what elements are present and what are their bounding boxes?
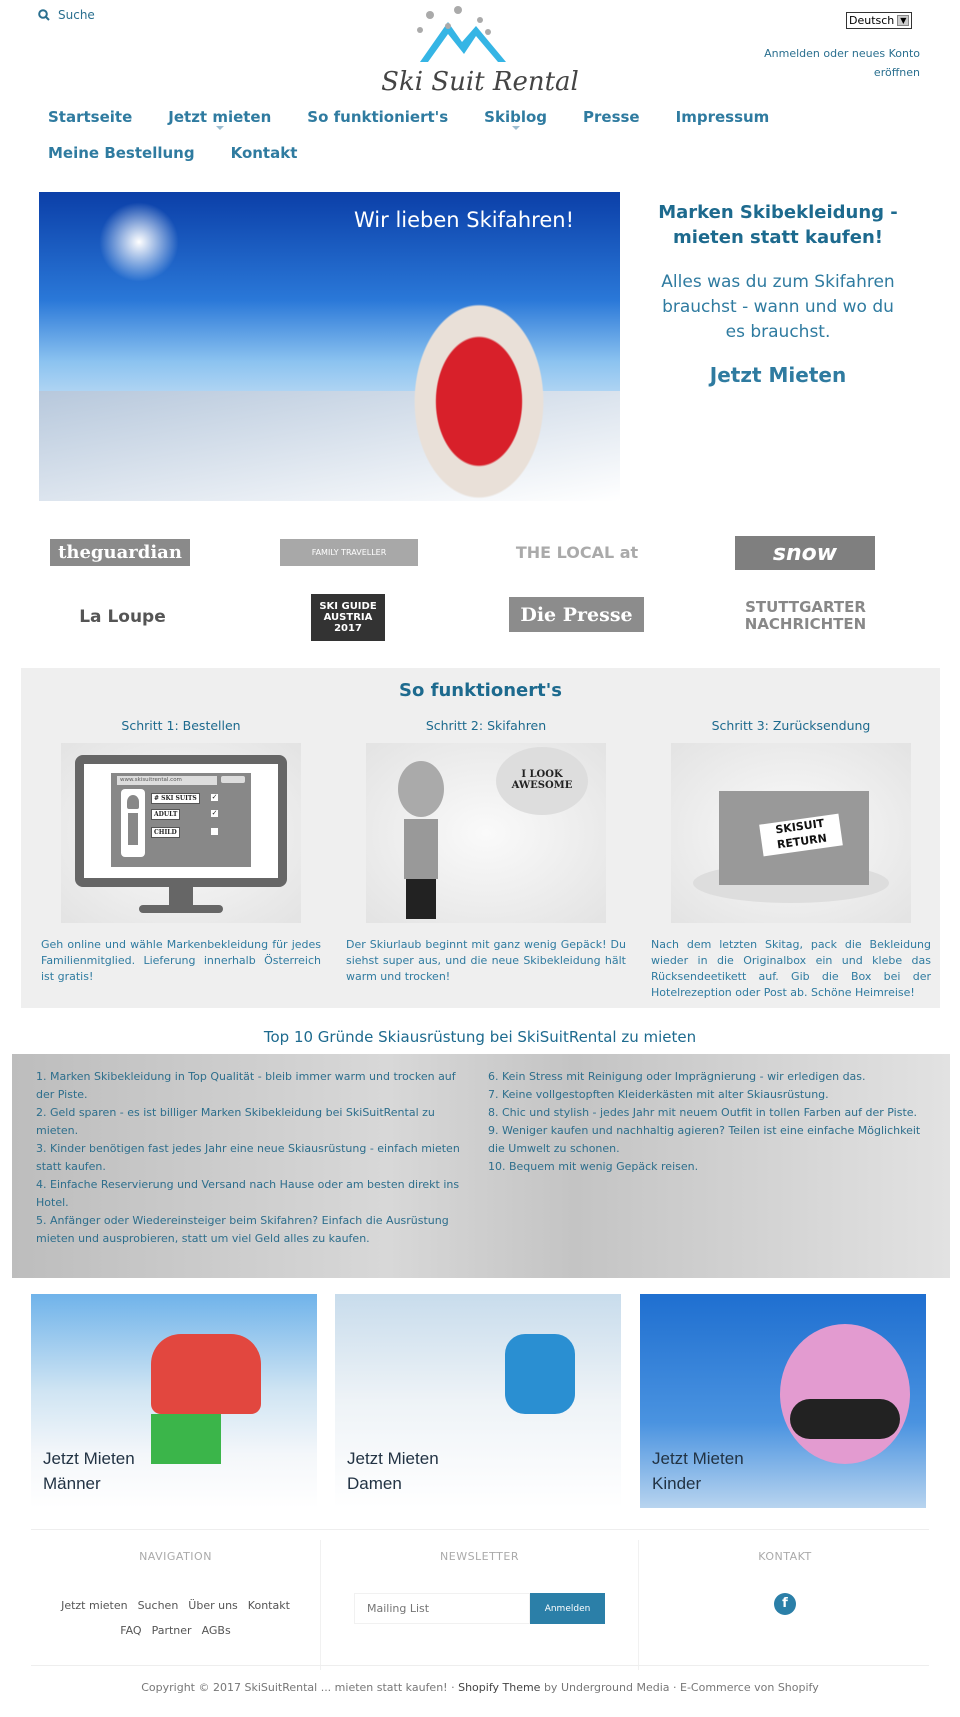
footer-link-suchen[interactable]: Suchen [137,1599,179,1612]
footer-newsletter [321,1540,639,1670]
category-cta: Jetzt Mieten [347,1449,439,1468]
speech-bubble: I LOOK AWESOME [496,747,588,815]
nav-startseite[interactable]: Startseite [48,108,133,126]
main-nav [48,106,928,164]
footer-divider [31,1665,929,1666]
footer-link-faq[interactable]: FAQ [120,1624,142,1637]
press-logo-la-loupe[interactable]: La Loupe [79,607,166,627]
step-3 [651,718,931,1001]
step-title: Schritt 2: Skifahren [425,718,547,733]
theme-author[interactable]: by Underground Media [543,1681,670,1694]
checkbox-checked-icon: ✓ [211,793,218,801]
press-logo-family-traveller[interactable]: FAMILY TRAVELLER [280,539,418,566]
hero-image-text: Wir lieben Skifahren! [354,208,574,232]
category-men[interactable] [31,1294,317,1508]
hero-tagline [650,200,906,387]
monitor-label-adult: ADULT [151,809,180,820]
language-value: Deutsch [849,14,895,27]
reason-item: 7. Keine vollgestopften Kleiderkästen mit alter Skiausrüstung. [488,1088,829,1101]
reason-item: 10. Bequem mit wenig Gepäck reisen. [488,1160,699,1173]
shopify-theme-link[interactable]: Shopify Theme [458,1681,541,1694]
monitor-label-child: CHILD [151,827,180,838]
press-logo-snow[interactable]: snow [735,536,875,570]
step-text: Geh online und wähle Markenbekleidung für jedes Familienmitglied. Lieferung innerhalb Österreich ist gratis! [41,938,321,983]
footer-link-agbs[interactable]: AGBs [201,1624,231,1637]
footer-contact-title: KONTAKT [758,1550,812,1563]
reasons-column-left [36,1068,466,1248]
reason-item: 2. Geld sparen - es ist billiger Marken Skibekleidung bei SkiSuitRental zu mieten. [36,1106,435,1137]
footer-navigation [31,1540,321,1670]
category-name: Damen [347,1474,402,1493]
monitor-label-ski-suits: # SKI SUITS [151,793,200,804]
footer-link-partner[interactable]: Partner [151,1624,192,1637]
reason-item: 1. Marken Skibekleidung in Top Qualität - bleib immer warm und trocken auf der Piste. [36,1070,456,1101]
nav-meine-bestellung[interactable]: Meine Bestellung [48,144,195,162]
hero-title: Marken Skibekleidung - mieten statt kaufen! [658,202,898,248]
monitor-illustration [61,743,301,923]
step-2 [346,718,626,985]
reason-item: 4. Einfache Reservierung und Versand nach Hause oder am besten direkt ins Hotel. [36,1178,460,1209]
nav-impressum[interactable]: Impressum [675,108,770,126]
reason-item: 3. Kinder benötigen fast jedes Jahr eine neue Skiausrüstung - einfach mieten statt kaufen. [36,1142,460,1173]
category-label [347,1446,439,1496]
step-1 [41,718,321,985]
how-it-works-title: So funktionert's [399,680,562,701]
newsletter-email-input[interactable] [354,1593,530,1624]
chevron-down-icon: ▼ [897,15,909,26]
nav-so-funktionierts[interactable]: So funktioniert's [307,108,449,126]
category-name: Männer [43,1474,101,1493]
step-title: Schritt 1: Bestellen [121,718,241,733]
how-it-works-section [21,668,940,1008]
footer-link-ueber-uns[interactable]: Über uns [188,1599,238,1612]
account-link[interactable]: Anmelden oder neues Konto eröffnen [764,47,920,79]
nav-presse[interactable]: Presse [583,108,640,126]
ecommerce-link[interactable]: E-Commerce von Shopify [680,1681,819,1694]
reasons-title: Top 10 Gründe Skiausrüstung bei SkiSuitRental zu mieten [263,1028,697,1046]
reasons-column-right [488,1068,928,1176]
nav-jetzt-mieten[interactable]: Jetzt mieten [168,108,272,126]
search-link[interactable] [38,8,95,22]
reason-item: 9. Weniger kaufen und nachhaltig agieren? Teilen ist eine einfache Möglichkeit die Umwelt zu schonen. [488,1124,921,1155]
skiers-graphic [379,252,579,501]
facebook-icon[interactable]: f [774,1593,796,1615]
footer-newsletter-title: NEWSLETTER [440,1550,519,1563]
press-logo-die-presse[interactable]: Die Presse [509,597,644,632]
footer-nav-title: NAVIGATION [139,1550,212,1563]
press-logo-guardian[interactable]: theguardian [50,539,190,566]
press-logo-stuttgarter-nachrichten[interactable]: STUTTGARTER NACHRICHTEN [744,598,867,633]
reasons-section [12,1054,950,1278]
footer-contact [640,1540,930,1670]
footer-link-kontakt[interactable]: Kontakt [247,1599,290,1612]
search-label: Suche [58,8,95,22]
press-logo-ski-guide-austria[interactable]: SKI GUIDE AUSTRIA 2017 [311,594,385,641]
return-box-illustration [671,743,911,923]
logo-text: Ski Suit Rental [381,67,579,94]
return-label: SKISUIT RETURN [759,814,843,857]
press-logo-the-local[interactable]: THE LOCAL at [515,543,639,562]
category-name: Kinder [652,1474,702,1493]
hero-cta-link[interactable]: Jetzt Mieten [709,363,847,387]
footer-divider [31,1529,929,1530]
copyright: Copyright © 2017 SkiSuitRental ... mieten statt kaufen! · Shopify Theme by Underground Media · E-Commerce von Shopify [141,1681,819,1694]
footer-link-jetzt-mieten[interactable]: Jetzt mieten [61,1599,128,1612]
nav-skiblog[interactable]: Skiblog [484,108,548,126]
category-kids[interactable] [640,1294,926,1508]
skier-illustration [366,743,606,923]
checkbox-checked-icon: ✓ [211,809,218,817]
copyright-text: Copyright © 2017 SkiSuitRental ... mieten statt kaufen! [141,1681,448,1694]
search-icon [38,9,50,21]
step-text: Nach dem letzten Skitag, pack die Bekleidung wieder in die Originalbox ein und klebe das Rücksendeetikett auf. Gib die Box bei der Hotelrezeption oder Post ab. Schöne Heimreise! [651,938,931,999]
language-select[interactable] [846,12,912,29]
hero-subtitle: Alles was du zum Skifahren brauchst - wann und wo du es brauchst. [661,272,895,342]
reason-item: 5. Anfänger oder Wiedereinsteiger beim Skifahren? Einfach die Ausrüstung mieten und ausprobieren, statt um viel Geld alles zu kaufen. [36,1214,449,1245]
category-women[interactable] [335,1294,621,1508]
checkbox-empty-icon [211,828,218,835]
nav-kontakt[interactable]: Kontakt [230,144,298,162]
logo[interactable] [380,4,580,94]
category-cta: Jetzt Mieten [652,1449,744,1468]
newsletter-subscribe-button[interactable]: Anmelden [530,1593,605,1624]
reason-item: 6. Kein Stress mit Reinigung oder Imprägnierung - wir erledigen das. [488,1070,866,1083]
monitor-url-bar: www.skisuitrental.com [117,776,217,785]
step-text: Der Skiurlaub beginnt mit ganz wenig Gepäck! Du siehst super aus, und die neue Skibekleidung hält warm und trocken! [346,938,626,983]
hero-image[interactable] [39,192,620,501]
reason-item: 8. Chic und stylish - jedes Jahr mit neuem Outfit in tollen Farben auf der Piste. [488,1106,918,1119]
sun-graphic [99,202,179,282]
category-label [652,1446,744,1496]
step-title: Schritt 3: Zurücksendung [711,718,871,733]
category-cta: Jetzt Mieten [43,1449,135,1468]
category-label [43,1446,135,1496]
